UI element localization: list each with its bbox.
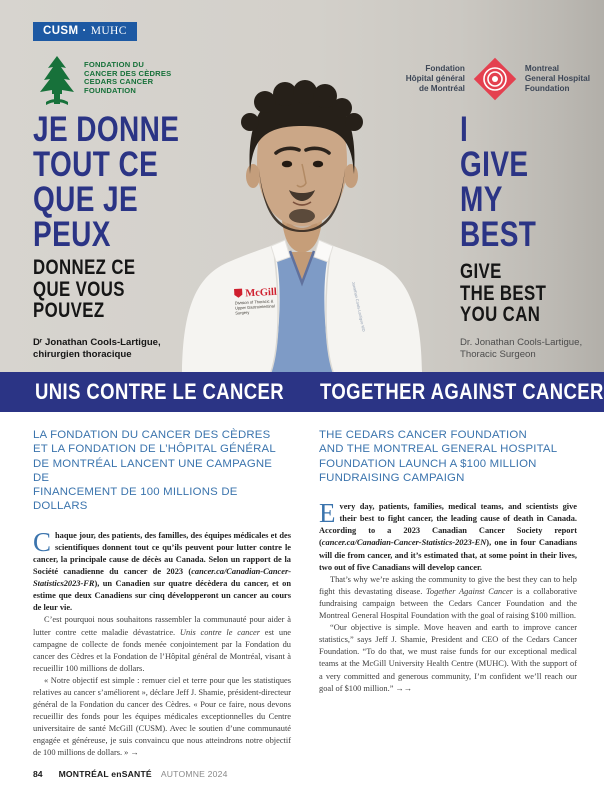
mgh-en-line: Foundation <box>524 84 570 94</box>
mgh-fr-line: Hôpital général <box>405 73 465 83</box>
subheadline-fr-line: POUVEZ <box>33 299 105 322</box>
article-column-english <box>319 428 577 695</box>
heading-fr-line: ET LA FONDATION DE L’HÔPITAL GÉNÉRAL <box>33 443 276 456</box>
caption-en-name: Dr. Jonathan Cools-Lartigue, <box>460 337 583 348</box>
headline-en-line: GIVE <box>460 145 529 184</box>
heading-fr-line: DE MONTRÉAL LANCENT UNE CAMPAGNE DE <box>33 457 273 484</box>
heading-en-line: AND THE MONTREAL GENERAL HOSPITAL <box>319 443 558 456</box>
subheadline-en-line: YOU CAN <box>460 303 541 326</box>
coat-division-line: Surgery <box>235 309 250 316</box>
page-footer <box>33 769 228 779</box>
paragraph: That’s why we’re asking the community to give the best they can to help fight this devastating disease. Together Against Cancer is a collaborative fundraising campaign between the Cedars Cancer Foundation and the Montreal General Hospital Foundation with the goal of raising $100 million. <box>319 574 577 621</box>
headline-fr-line: TOUT CE <box>33 145 159 184</box>
headline-en-line: MY <box>460 180 503 219</box>
headline-fr-line: JE DONNE <box>33 110 180 149</box>
article-column-french <box>33 428 291 760</box>
heading-en-line: FOUNDATION LAUNCH A $100 MILLION <box>319 457 537 470</box>
cedars-logo-line: FONDATION DU <box>84 60 145 69</box>
mgh-diamond-icon <box>472 56 518 102</box>
caption-fr-title: chirurgien thoracique <box>33 348 132 360</box>
caption-english <box>460 337 582 360</box>
badge-cusm: CUSM <box>43 25 79 37</box>
headline-english <box>460 112 536 252</box>
magazine-title: MONTRÉAL enSANTÉ <box>58 769 152 779</box>
caption-fr-name: Dʳ Jonathan Cools-Lartigue, <box>33 337 161 348</box>
badge-separator: · <box>82 25 87 37</box>
doctor-figure <box>182 80 422 372</box>
subheadline-fr-line: QUE VOUS <box>33 277 125 301</box>
paragraph: C’est pourquoi nous souhaitons rassembler la communauté pour aider à lutter contre cette maladie dévastatrice. Unis contre le cancer est une campagne de collecte de fonds menée conjointement par la Fondation du cancer des Cèdres et la Fondation de l’Hôpital général de Montréal, visant à recueillir 100 millions de dollars. <box>33 615 291 673</box>
cedars-logo-line: FOUNDATION <box>84 85 137 95</box>
heading-fr-line: FINANCEMENT DE 100 MILLIONS DE DOLLARS <box>33 486 238 513</box>
article-body-fr <box>33 526 291 760</box>
mgh-fr-line: de Montréal <box>418 84 465 94</box>
mgh-foundation-logo <box>406 56 590 102</box>
hero-photo-section <box>0 0 604 372</box>
subheadline-fr-line: DONNEZ CE <box>33 256 136 279</box>
headline-en-line: BEST <box>460 215 537 254</box>
dropcap: C <box>33 526 52 557</box>
issue-label: AUTOMNE 2024 <box>160 769 228 779</box>
headline-fr-line: QUE JE <box>33 180 139 219</box>
banner-title-en: TOGETHER AGAINST CANCER <box>320 379 604 404</box>
mgh-logo-text-fr <box>406 64 465 95</box>
subheadline-en-line: GIVE <box>460 260 502 283</box>
mgh-fr-line: Fondation <box>425 63 465 73</box>
badge-muhc: MUHC <box>90 25 127 37</box>
subheadline-en-line: THE BEST <box>460 281 547 305</box>
heading-en-line: FUNDRAISING CAMPAIGN <box>319 471 465 484</box>
mgh-logo-text-en <box>525 64 590 95</box>
banner-title-fr: UNIS CONTRE LE CANCER <box>35 379 285 404</box>
subheadline-english <box>460 261 546 326</box>
heading-en-line: THE CEDARS CANCER FOUNDATION <box>319 429 527 441</box>
article-heading-en <box>319 428 577 485</box>
paragraph: Chaque jour, des patients, des familles, des équipes médicales et des scientifiques donnent tout ce qu’ils peuvent pour lutter contre le cancer, la principale cause de décès au Canada. Selon un rapport de la Société canadienne du cancer de 2023 (cancer.ca/Canadian-Cancer-Statistics2023-FR), un Canadien sur quatre décèdera du cancer, et on estime que deux Canadiens sur cinq développeront un cancer au cours de leur vie. <box>33 526 291 613</box>
caption-french <box>33 337 161 360</box>
coat-brand-text: McGill <box>245 286 278 300</box>
cedars-foundation-logo <box>36 56 171 108</box>
cedars-logo-text <box>84 61 171 95</box>
caption-en-title: Thoracic Surgeon <box>460 348 536 360</box>
cusm-muhc-badge <box>33 22 137 41</box>
heading-fr-line: LA FONDATION DU CANCER DES CÈDRES <box>33 429 271 441</box>
coat-name-embroidery: Jonathan Cools-Lartigue MD <box>351 281 367 333</box>
headline-fr-line: PEUX <box>33 215 111 254</box>
paragraph: “Our objective is simple. Move heaven and earth to improve cancer statistics,” says Jeff J. Shamie, President and CEO of the Cedars Cancer Foundation. “To do that, we must raise funds for our exceptional medical teams at the McGill University Health Centre (MUHC). With the support of a very committed and generous community, I’m confident we’ll reach our goal of $100 million.” →→ <box>319 623 577 693</box>
mgh-en-line: General Hospital <box>524 73 590 83</box>
paragraph: « Notre objectif est simple : remuer ciel et terre pour que les statistiques relatives au cancer s’améliorent », déclare Jeff J. Shamie, président-directeur général de la Fondation du cancer des Cèdres. « Pour ce faire, nous devons recueillir des fonds pour les équipes médicales exceptionnelles du Centre universitaire de santé McGill (CUSM). Avec le soutien d’une communauté engagée et généreuse, je suis convaincu que nous atteindrons notre objectif de 100 millions de dollars. » → <box>33 675 291 758</box>
headline-en-line: I <box>460 110 469 149</box>
page-number: 84 <box>33 769 43 779</box>
headline-french <box>33 112 179 252</box>
cedars-logo-line: CEDARS CANCER <box>84 77 154 87</box>
cedars-logo-line: CANCER DES CÈDRES <box>84 68 172 78</box>
mgh-en-line: Montreal <box>524 63 560 73</box>
cedar-tree-icon <box>36 56 78 108</box>
article-body-en <box>319 498 577 695</box>
coat-division-line: Division of Thoracic & <box>234 298 274 306</box>
subheadline-french <box>33 257 136 322</box>
campaign-banner <box>0 372 604 412</box>
coat-division-line: Upper Gastrointestinal <box>234 303 275 311</box>
dropcap: E <box>319 498 336 529</box>
paragraph: Every day, patients, families, medical teams, and scientists give their best to fight cancer, the leading cause of death in Canada. According to a 2023 Canadian Cancer Society report (cancer.ca/Canadian-Cancer-Statistics-2023-EN), one in four Canadians will die from cancer, and it’s estimated that, at some point in their lives, two out of five Canadians will develop cancer. <box>319 498 577 572</box>
article-heading-fr <box>33 428 291 514</box>
